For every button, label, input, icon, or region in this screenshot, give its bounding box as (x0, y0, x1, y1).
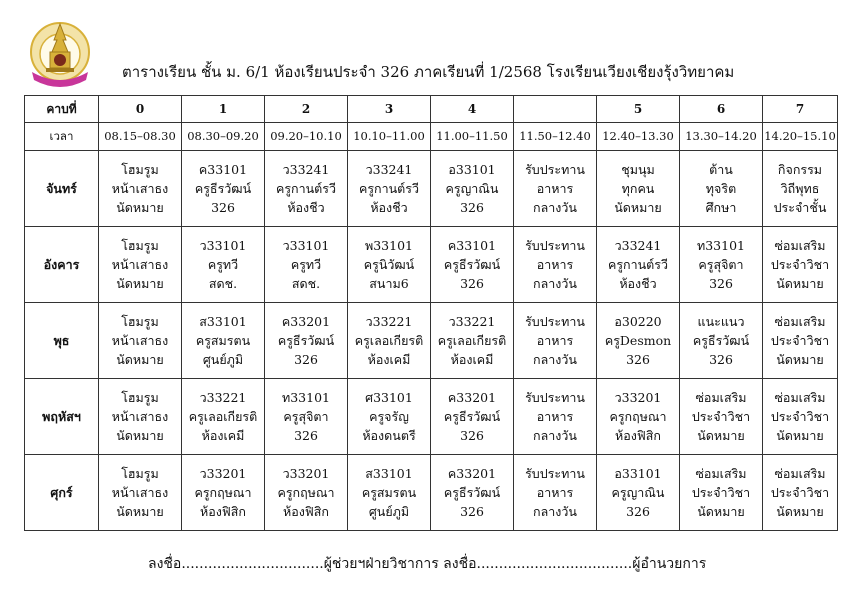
cell-line: นัดหมาย (776, 276, 824, 291)
cell-line: รับประทาน (525, 238, 585, 253)
cell-line: ว33241 (282, 162, 330, 177)
cell-line: ว33241 (365, 162, 413, 177)
cell-line: ประจำวิชา (770, 409, 830, 424)
cell-line: กลางวัน (533, 200, 577, 215)
cell-line: นัดหมาย (614, 200, 662, 215)
cell-line: นัดหมาย (116, 200, 164, 215)
period-number: 6 (680, 96, 763, 123)
cell-line: อ30220 (614, 314, 662, 329)
timetable-cell (182, 455, 265, 531)
cell-line: ห้องเคมี (367, 352, 411, 367)
signature-line: ลงชื่อ................................ผู้ช่วยฯฝ่ายวิชาการ ลงชื่อ...................................ผู้อำนวยการ (148, 556, 707, 572)
cell-line: โฮมรูม (121, 162, 159, 177)
cell-line: โฮมรูม (121, 238, 159, 253)
cell-line: กลางวัน (533, 504, 577, 519)
cell-line: ค33201 (447, 390, 497, 405)
timetable-cell (348, 303, 431, 379)
timetable-cell (763, 303, 838, 379)
cell-line: ครูญาณิน (445, 181, 499, 196)
cell-line: วิถีพุทธ (780, 181, 820, 196)
timetable-cell (431, 455, 514, 531)
cell-line: รับประทาน (525, 314, 585, 329)
cell-line: ซ่อมเสริม (774, 390, 826, 405)
timetable-cell (680, 227, 763, 303)
cell-line: ห้องชีว (619, 276, 657, 291)
cell-line: ซ่อมเสริม (695, 390, 747, 405)
cell-line: ครูสุจิตา (698, 257, 744, 272)
timetable-cell (680, 303, 763, 379)
cell-line: ส33101 (365, 466, 413, 481)
period-number: 7 (763, 96, 838, 123)
cell-line: ห้องชีว (287, 200, 325, 215)
school-logo-icon (26, 18, 94, 88)
timetable-cell (99, 303, 182, 379)
timetable-cell (597, 151, 680, 227)
cell-line: นัดหมาย (116, 428, 164, 443)
cell-line: ครูธีรวัฒน์ (443, 409, 501, 424)
timetable-cell (514, 303, 597, 379)
cell-line: ครูกฤษณา (277, 485, 335, 500)
cell-line: อาหาร (536, 257, 574, 272)
cell-line: ครูธีรวัฒน์ (277, 333, 335, 348)
cell-line: ประจำวิชา (770, 333, 830, 348)
time-slot: 10.10–11.00 (348, 123, 431, 151)
cell-line: กิจกรรม (777, 162, 823, 177)
cell-line: ครูนิวัฒน์ (363, 257, 415, 272)
cell-line: ศูนย์ภูมิ (202, 352, 244, 367)
cell-line: ห้องเคมี (450, 352, 494, 367)
cell-line: ค33201 (447, 466, 497, 481)
period-header-label: คาบที่ (25, 96, 99, 123)
day-row (25, 227, 838, 303)
timetable-cell (182, 303, 265, 379)
day-row (25, 303, 838, 379)
cell-line: รับประทาน (525, 162, 585, 177)
cell-line: 326 (626, 504, 650, 519)
timetable-cell (763, 455, 838, 531)
timetable-cell (514, 379, 597, 455)
time-header-label: เวลา (25, 123, 99, 151)
cell-line: ครูกฤษณา (194, 485, 252, 500)
cell-line: ท33101 (696, 238, 745, 253)
time-slot: 09.20–10.10 (265, 123, 348, 151)
day-name: จันทร์ (25, 151, 99, 227)
cell-line: สดช. (208, 276, 238, 291)
cell-line: ประจำชั้น (773, 200, 827, 215)
cell-line: หน้าเสาธง (111, 181, 169, 196)
timetable (24, 95, 838, 531)
cell-line: ว33241 (614, 238, 662, 253)
cell-line: ครูDesmon (604, 333, 672, 348)
cell-line: หน้าเสาธง (111, 333, 169, 348)
timetable-cell (680, 379, 763, 455)
timetable-cell (265, 379, 348, 455)
cell-line: ต้าน (709, 162, 733, 177)
timetable-cell (182, 227, 265, 303)
cell-line: ค33201 (281, 314, 331, 329)
cell-line: ค33101 (447, 238, 497, 253)
timetable-cell (514, 455, 597, 531)
cell-line: ห้องฟิสิก (200, 504, 246, 519)
timetable-cell (99, 379, 182, 455)
cell-line: ครูเลอเกียรติ (437, 333, 507, 348)
cell-line: ห้องเคมี (201, 428, 245, 443)
time-slot: 14.20–15.10 (763, 123, 838, 151)
cell-line: 326 (294, 428, 318, 443)
cell-line: อาหาร (536, 333, 574, 348)
cell-line: ครูธีรวัฒน์ (692, 333, 750, 348)
cell-line: ทุจริต (705, 181, 737, 196)
timetable-cell (514, 151, 597, 227)
cell-line: 326 (460, 276, 484, 291)
cell-line: ศ33101 (365, 390, 413, 405)
timetable-cell (182, 151, 265, 227)
header-row-periods (25, 96, 838, 123)
page-title: ตารางเรียน ชั้น ม. 6/1 ห้องเรียนประจำ 326 ภาคเรียนที่ 1/2568 โรงเรียนเวียงเชียงรุ้งวิทยาคม (122, 63, 735, 81)
cell-line: ครูเลอเกียรติ (188, 409, 258, 424)
cell-line: 326 (211, 200, 235, 215)
period-number: 0 (99, 96, 182, 123)
timetable-cell (99, 227, 182, 303)
cell-line: 326 (460, 504, 484, 519)
day-row (25, 379, 838, 455)
cell-line: 326 (460, 200, 484, 215)
cell-line: ครูญาณิน (611, 485, 665, 500)
cell-line: ครูสุจิตา (283, 409, 329, 424)
cell-line: ว33221 (365, 314, 413, 329)
period-number: 5 (597, 96, 680, 123)
time-slot: 08.15–08.30 (99, 123, 182, 151)
cell-line: อ33101 (448, 162, 496, 177)
timetable-cell (597, 379, 680, 455)
time-slot: 11.00–11.50 (431, 123, 514, 151)
cell-line: ครูกานต์รวี (358, 181, 420, 196)
period-number (514, 96, 597, 123)
timetable-cell (431, 227, 514, 303)
cell-line: ชุมนุม (621, 162, 655, 177)
cell-line: ห้องฟิสิก (615, 428, 661, 443)
cell-line: ซ่อมเสริม (774, 314, 826, 329)
cell-line: ห้องฟิสิก (283, 504, 329, 519)
cell-line: อ33101 (614, 466, 662, 481)
cell-line: ประจำวิชา (691, 485, 751, 500)
cell-line: ประจำวิชา (691, 409, 751, 424)
cell-line: ศูนย์ภูมิ (368, 504, 410, 519)
cell-line: ว33201 (614, 390, 662, 405)
cell-line: ว33101 (282, 238, 330, 253)
cell-line: ครูทวี (290, 257, 322, 272)
cell-line: นัดหมาย (116, 352, 164, 367)
cell-line: หน้าเสาธง (111, 409, 169, 424)
cell-line: ครูกฤษณา (609, 409, 667, 424)
cell-line: ห้องดนตรี (362, 428, 416, 443)
cell-line: นัดหมาย (116, 276, 164, 291)
cell-line: พ33101 (364, 238, 413, 253)
timetable-cell (348, 227, 431, 303)
cell-line: นัดหมาย (697, 428, 745, 443)
cell-line: ครูกานต์รวี (275, 181, 337, 196)
timetable-cell (431, 151, 514, 227)
cell-line: ครูธีรวัฒน์ (443, 257, 501, 272)
cell-line: ว33221 (199, 390, 247, 405)
cell-line: โฮมรูม (121, 390, 159, 405)
timetable-cell (265, 455, 348, 531)
cell-line: โฮมรูม (121, 314, 159, 329)
cell-line: ว33201 (282, 466, 330, 481)
timetable-cell (99, 151, 182, 227)
cell-line: กลางวัน (533, 276, 577, 291)
timetable-cell (680, 151, 763, 227)
cell-line: ซ่อมเสริม (774, 466, 826, 481)
cell-line: ครูกานต์รวี (607, 257, 669, 272)
cell-line: นัดหมาย (116, 504, 164, 519)
cell-line: กลางวัน (533, 428, 577, 443)
header-row-times (25, 123, 838, 151)
day-name: พุธ (25, 303, 99, 379)
timetable-cell (680, 455, 763, 531)
cell-line: ครูสมรตน (361, 485, 417, 500)
timetable-cell (99, 455, 182, 531)
cell-line: หน้าเสาธง (111, 257, 169, 272)
cell-line: รับประทาน (525, 466, 585, 481)
cell-line: ว33201 (199, 466, 247, 481)
timetable-cell (763, 151, 838, 227)
day-row (25, 151, 838, 227)
timetable-cell (431, 303, 514, 379)
cell-line: อาหาร (536, 485, 574, 500)
cell-line: อาหาร (536, 181, 574, 196)
cell-line: ครูสมรตน (195, 333, 251, 348)
timetable-cell (597, 303, 680, 379)
cell-line: นัดหมาย (776, 352, 824, 367)
cell-line: ว33221 (448, 314, 496, 329)
cell-line: ซ่อมเสริม (774, 238, 826, 253)
timetable-cell (348, 151, 431, 227)
timetable-cell (265, 151, 348, 227)
cell-line: ศึกษา (705, 200, 737, 215)
cell-line: อาหาร (536, 409, 574, 424)
cell-line: 326 (709, 352, 733, 367)
cell-line: ประจำวิชา (770, 485, 830, 500)
timetable-cell (348, 379, 431, 455)
period-number: 3 (348, 96, 431, 123)
time-slot: 08.30–09.20 (182, 123, 265, 151)
time-slot: 11.50–12.40 (514, 123, 597, 151)
cell-line: สดช. (291, 276, 321, 291)
cell-line: ซ่อมเสริม (695, 466, 747, 481)
day-row (25, 455, 838, 531)
timetable-cell (265, 303, 348, 379)
period-number: 1 (182, 96, 265, 123)
period-number: 4 (431, 96, 514, 123)
cell-line: 326 (460, 428, 484, 443)
cell-line: กลางวัน (533, 352, 577, 367)
cell-line: 326 (294, 352, 318, 367)
cell-line: ครูธีรวัฒน์ (194, 181, 252, 196)
timetable-cell (597, 455, 680, 531)
cell-line: ห้องชีว (370, 200, 408, 215)
cell-line: ประจำวิชา (770, 257, 830, 272)
timetable-cell (763, 227, 838, 303)
day-name: พฤหัสฯ (25, 379, 99, 455)
cell-line: ครูเลอเกียรติ (354, 333, 424, 348)
cell-line: ครูทวี (207, 257, 239, 272)
timetable-cell (182, 379, 265, 455)
day-name: ศุกร์ (25, 455, 99, 531)
timetable-cell (348, 455, 431, 531)
cell-line: รับประทาน (525, 390, 585, 405)
cell-line: ส33101 (199, 314, 247, 329)
time-slot: 12.40–13.30 (597, 123, 680, 151)
timetable-cell (597, 227, 680, 303)
timetable-cell (265, 227, 348, 303)
cell-line: สนาม6 (369, 276, 409, 291)
timetable-cell (431, 379, 514, 455)
cell-line: นัดหมาย (776, 428, 824, 443)
timetable-cell (763, 379, 838, 455)
cell-line: ค33101 (198, 162, 248, 177)
cell-line: นัดหมาย (697, 504, 745, 519)
cell-line: โฮมรูม (121, 466, 159, 481)
cell-line: ว33101 (199, 238, 247, 253)
day-name: อังคาร (25, 227, 99, 303)
cell-line: ครูจรัญ (369, 409, 409, 424)
cell-line: ท33101 (281, 390, 330, 405)
cell-line: 326 (709, 276, 733, 291)
cell-line: หน้าเสาธง (111, 485, 169, 500)
cell-line: นัดหมาย (776, 504, 824, 519)
timetable-cell (514, 227, 597, 303)
cell-line: แนะแนว (697, 314, 745, 329)
cell-line: 326 (626, 352, 650, 367)
period-number: 2 (265, 96, 348, 123)
time-slot: 13.30–14.20 (680, 123, 763, 151)
cell-line: ทุกคน (621, 181, 655, 196)
cell-line: ครูธีรวัฒน์ (443, 485, 501, 500)
